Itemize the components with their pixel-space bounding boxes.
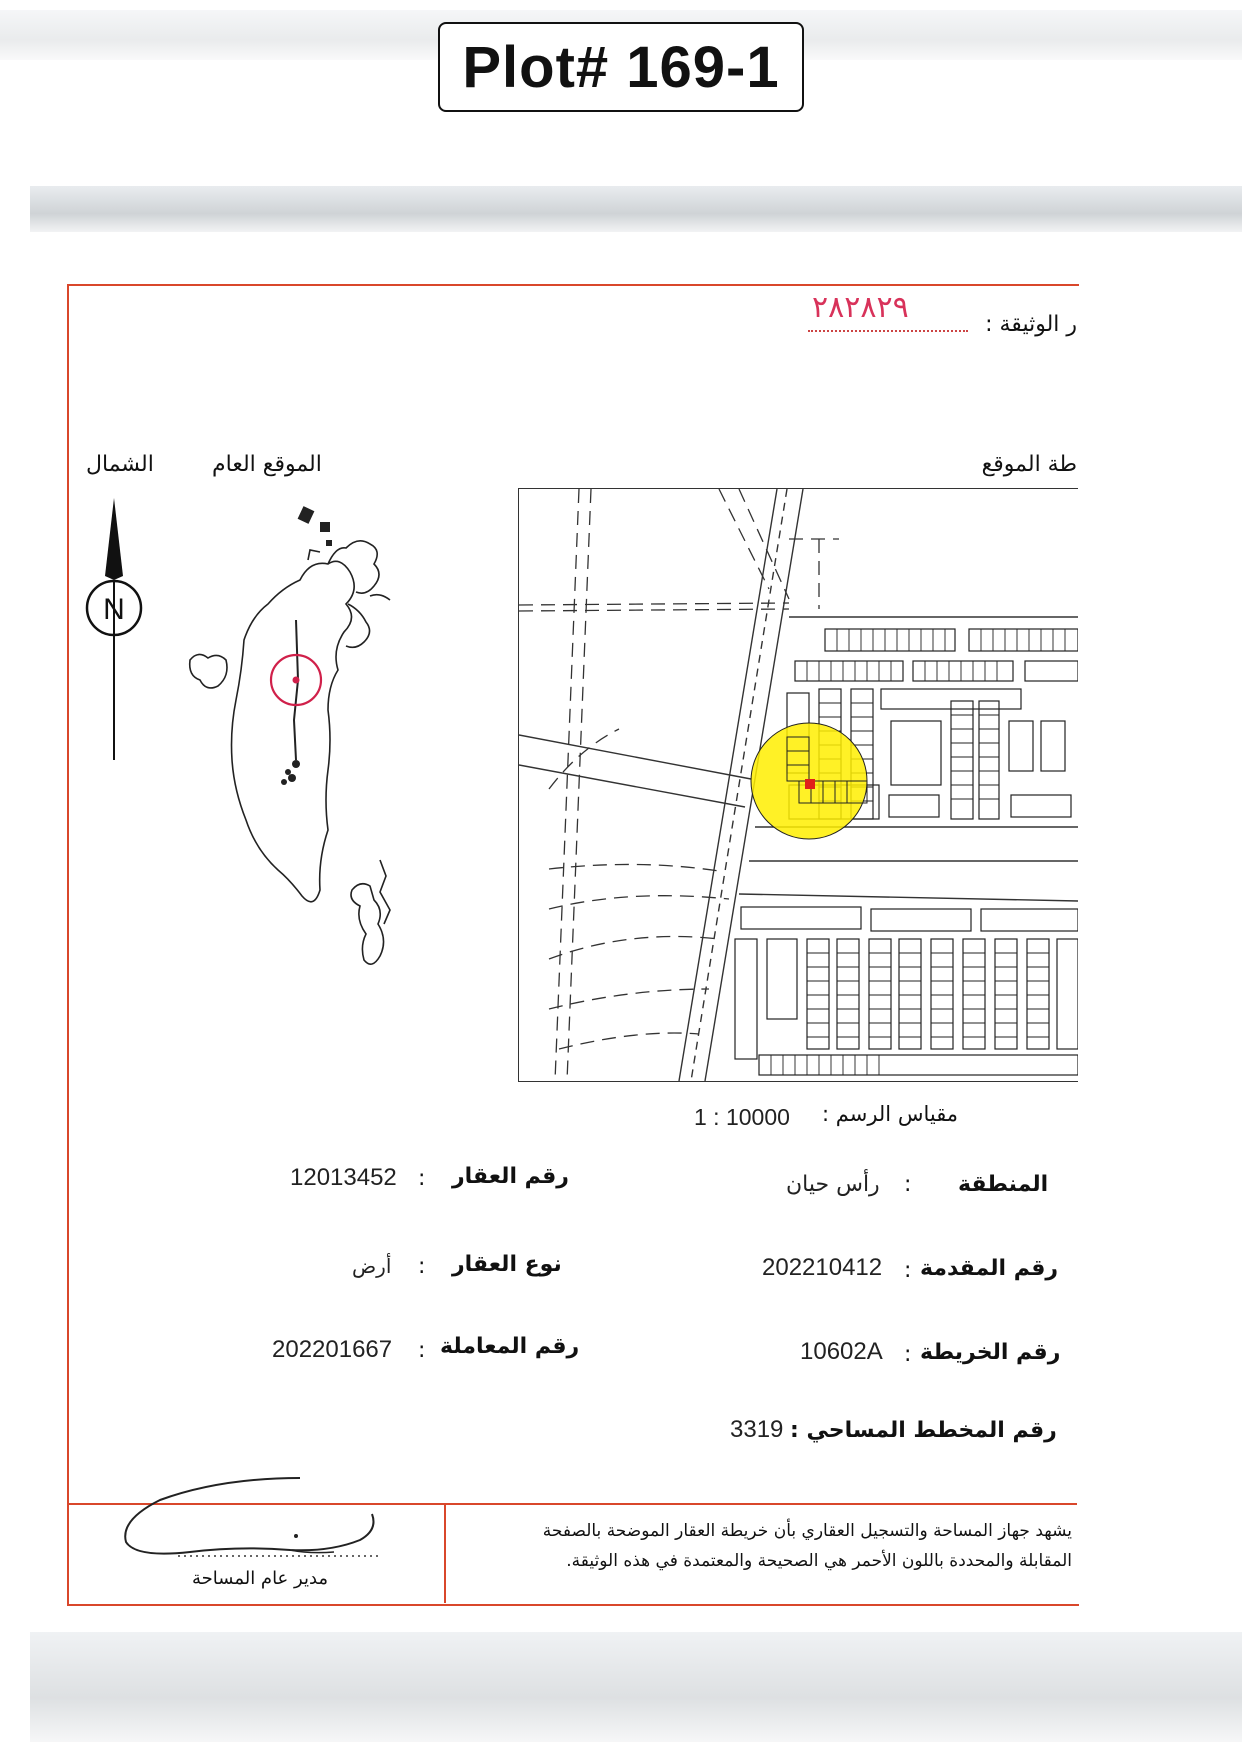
property-no-label: رقم العقار <box>452 1164 569 1189</box>
scale-value: 1 : 10000 <box>694 1104 790 1130</box>
north-arrow-icon <box>80 490 150 770</box>
property-no-colon: : <box>418 1166 426 1191</box>
intro-no-value: 202210412 <box>762 1254 883 1281</box>
site-map-drawing <box>519 489 1078 1081</box>
area-label: المنطقة <box>958 1172 1049 1197</box>
footer-column-divider <box>444 1503 446 1603</box>
north-letter: N <box>103 593 125 626</box>
intro-no-label: رقم المقدمة <box>920 1256 1059 1281</box>
area-value: رأس حيان <box>786 1172 880 1197</box>
general-location-label: الموقع العام <box>212 452 322 477</box>
transaction-no-value: 202201667 <box>272 1336 393 1363</box>
site-map-label: طة الموقع <box>981 452 1077 477</box>
doc-number-dots <box>808 330 968 332</box>
north-label: الشمال <box>86 452 154 477</box>
property-type-value: أرض <box>352 1254 392 1278</box>
intro-no-colon: : <box>904 1258 912 1283</box>
plot-label-box <box>438 22 804 112</box>
property-type-colon: : <box>418 1254 426 1279</box>
area-colon: : <box>904 1172 912 1197</box>
general-location-map <box>160 500 460 1040</box>
signatory-title: مدير عام المساحة <box>192 1568 329 1589</box>
scan-shadow-band <box>30 186 1242 232</box>
certification-line-1: يشهد جهاز المساحة والتسجيل العقاري بأن خريطة العقار الموضحة بالصفحة <box>542 1521 1072 1541</box>
scan-shadow-bottom <box>30 1632 1242 1742</box>
scale-label: مقياس الرسم : <box>822 1102 959 1126</box>
map-no-colon: : <box>904 1342 912 1367</box>
signature <box>110 1470 430 1570</box>
survey-plan-value: 3319 <box>730 1416 784 1443</box>
doc-number-value: ٢٨٢٨٢٩ <box>812 290 909 325</box>
map-no-value: 10602A <box>800 1338 883 1365</box>
property-type-label: نوع العقار <box>452 1252 562 1277</box>
plot-label: Plot# 169-1 <box>462 34 780 100</box>
doc-number-label: ر الوثيقة : <box>985 312 1077 337</box>
certification-line-2: المقابلة والمحددة باللون الأحمر هي الصحيحة والمعتمدة في هذه الوثيقة. <box>566 1551 1072 1571</box>
survey-plan-label: رقم المخطط المساحي : <box>790 1418 1057 1443</box>
property-no-value: 12013452 <box>290 1164 397 1191</box>
map-no-label: رقم الخريطة <box>920 1340 1061 1365</box>
site-map <box>518 488 1078 1082</box>
certification-text <box>460 1516 1072 1576</box>
transaction-no-label: رقم المعاملة <box>440 1334 580 1359</box>
transaction-no-colon: : <box>418 1338 426 1363</box>
